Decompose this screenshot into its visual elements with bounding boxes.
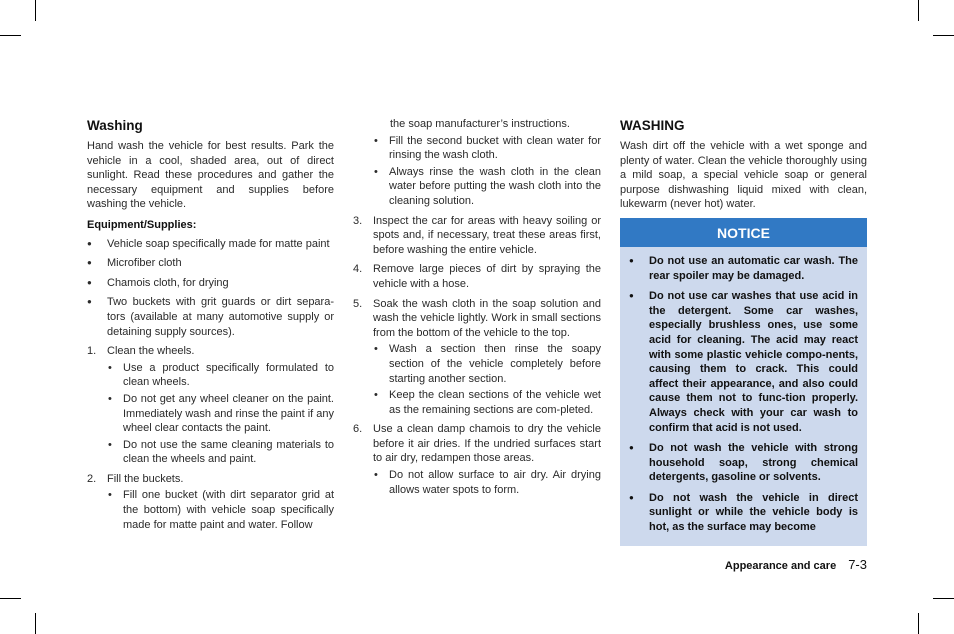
crop-mark <box>918 613 919 634</box>
sub-item: • Fill one bucket (with dirt separator grid at the bottom) with vehicle soap specifically made for matte paint and water. Follow <box>107 488 334 532</box>
notice-item: ● Do not use an automatic car wash. The rear spoiler may be damaged. <box>629 254 858 283</box>
step-number: 3. <box>353 214 363 227</box>
crop-mark <box>918 0 919 21</box>
footer-section-title: Appearance and care <box>724 560 837 572</box>
step-number: 5. <box>353 297 363 310</box>
notice-title: NOTICE <box>620 218 867 247</box>
sub-item: • Keep the clean sections of the vehicle wet as the remaining sections are com-pleted. <box>373 388 601 417</box>
notice-body <box>620 247 867 546</box>
column-middle <box>353 117 601 502</box>
intro-paragraph: Hand wash the vehicle for best results. Park the vehicle in a cool, shaded area, out of direct sunlight. Read these procedures and gather the necessary equipment and supplies before washing the vehicle. <box>87 140 334 211</box>
continued-text: the soap manufacturer’s instructions. <box>390 118 570 130</box>
sub-list <box>107 488 334 532</box>
crop-mark <box>0 35 21 36</box>
steps-list <box>87 344 334 532</box>
page-number: 7-3 <box>848 557 867 572</box>
sub-item: • Do not allow surface to air dry. Air drying allows water spots to form. <box>373 468 601 497</box>
sub-item: • Do not use the same cleaning materials to clean the wheels and paint. <box>107 438 334 467</box>
page-footer <box>725 557 867 572</box>
step-number: 1. <box>87 345 97 358</box>
column-right <box>620 118 867 546</box>
sub-item: • Do not get any wheel cleaner on the paint. Immediately wash and rinse the paint if any wheel clear contacts the paint. <box>107 392 334 436</box>
notice-item: ● Do not wash the vehicle with strong household soap, strong chemical detergents, gasoline or solvents. <box>629 441 858 485</box>
notice-box <box>620 218 867 546</box>
section-heading-washing: Washing <box>87 118 143 133</box>
column-left <box>87 118 334 537</box>
sub-item: • Wash a section then rinse the soapy section of the vehicle completely before starting another section. <box>373 342 601 386</box>
crop-mark <box>933 598 954 599</box>
notice-list <box>629 254 858 535</box>
step-number: 4. <box>353 263 363 276</box>
sub-list <box>373 468 601 497</box>
list-item: ● Two buckets with grit guards or dirt separa-tors (available at many automotive supply or detaining supply sources). <box>87 295 334 339</box>
step-text: Remove large pieces of dirt by spraying the vehicle with a hose. <box>373 263 601 290</box>
crop-mark <box>35 0 36 21</box>
step-text: Use a clean damp chamois to dry the vehicle before it air dries. If the undried surfaces start to air dry, redampen those areas. <box>373 423 601 465</box>
step-item <box>353 297 601 418</box>
supplies-heading: Equipment/Supplies: <box>87 218 197 231</box>
list-item: ● Microfiber cloth <box>87 256 334 271</box>
supplies-list <box>87 237 334 340</box>
step-number: 6. <box>353 423 363 436</box>
notice-item: ● Do not use car washes that use acid in the detergent. Some car washes, especially brushless ones, use some acid for cleaning. The acid may react with some plastic vehicle compo-nents, causing them to crack. This could affect their appearance, and also could cause them not to func-tion properly. Always check with your car wash to confirm that acid is not used. <box>629 289 858 435</box>
sub-list <box>373 342 601 417</box>
intro-paragraph: Wash dirt off the vehicle with a wet sponge and plenty of water. Clean the vehicle thoroughly using a mild soap, a special vehicle soap or general purpose dishwashing liquid mixed with clean, lukewarm (never hot) water. <box>620 140 867 211</box>
step-item <box>87 344 334 467</box>
sub-item: • Fill the second bucket with clean water for rinsing the wash cloth. <box>373 134 601 163</box>
list-item: ● Vehicle soap specifically made for matte paint <box>87 237 334 252</box>
step-item <box>353 422 601 497</box>
sub-item: • Always rinse the wash cloth in the clean water before putting the wash cloth into the cleaning solution. <box>373 165 601 209</box>
step-item <box>353 214 601 258</box>
sub-list <box>373 134 601 209</box>
step-text: Soak the wash cloth in the soap solution and wash the vehicle lightly. Work in small sections from the bottom of the vehicle to the top. <box>373 297 601 339</box>
crop-mark <box>0 598 21 599</box>
step-text: Fill the buckets. <box>107 472 184 485</box>
steps-list-continued <box>353 214 601 498</box>
sub-item: • Use a product specifically formulated to clean wheels. <box>107 361 334 390</box>
crop-mark <box>933 35 954 36</box>
crop-mark <box>35 613 36 634</box>
step-item <box>87 472 334 532</box>
step-text: Clean the wheels. <box>107 345 195 358</box>
step-text: Inspect the car for areas with heavy soiling or spots and, if necessary, treat these areas first, before washing the entire vehicle. <box>373 214 601 256</box>
notice-item: ● Do not wash the vehicle in direct sunlight or while the vehicle body is hot, as the surface may become <box>629 491 858 535</box>
step-number: 2. <box>87 472 97 485</box>
list-item: ● Chamois cloth, for drying <box>87 276 334 291</box>
sub-list <box>107 361 334 467</box>
section-heading-washing-caps: WASHING <box>620 118 685 133</box>
step-item <box>353 262 601 291</box>
